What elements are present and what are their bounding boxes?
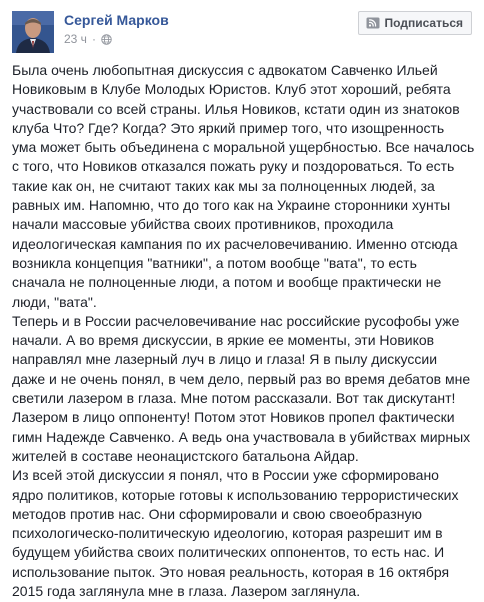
- post-header: [12, 11, 472, 61]
- post-text-line: ума может быть объединена с моральной ущербностью. Все началось: [12, 139, 475, 156]
- post-text-line: будущем убийства своих политических оппонентов, то есть нас. И: [12, 544, 445, 561]
- post-text-line: такие как он, не считают таких как мы за полноценных людей, за: [12, 177, 435, 194]
- post-text-line: Была очень любопытная дискуссия с адвокатом Савченко Ильей: [12, 62, 438, 78]
- post-text-line: идеологическая кампания по их расчеловечиванию. Именно отсюда: [12, 235, 458, 252]
- post-timestamp[interactable]: 23 ч: [64, 32, 87, 46]
- post-text-line: равных им. Напомню, что до того как на Украине сторонники хунты: [12, 197, 451, 214]
- post-text-line: методов против нас. Они сформировали и свою своеобразную: [12, 505, 422, 522]
- post-text-line: участвовали со всей страны. Илья Новиков, кстати один из знатоков: [12, 100, 460, 117]
- post-meta: [64, 32, 112, 46]
- post-text-line: люди, "вата".: [12, 293, 97, 310]
- post-text-line: Теперь и в России расчеловечивание нас российские русофобы уже: [12, 312, 460, 329]
- post-text-line: Новиковым в Клубе Молодых Юристов. Клуб этот хороший, ребята: [12, 81, 451, 98]
- post-text-line: жителей в составе неонацистского батальона Айдар.: [12, 447, 359, 464]
- meta-separator: ·: [91, 32, 96, 46]
- post-text-line: сначала не полноценные люди, а потом и вообще практически не: [12, 274, 442, 291]
- post-text-line: с того, что Новиков отказался пожать руку и поздороваться. То есть: [12, 158, 455, 175]
- post-text-line: использование пыток. Это новая реальность, которая в 16 октября: [12, 563, 450, 580]
- avatar[interactable]: [12, 11, 54, 53]
- subscribe-button[interactable]: [358, 11, 472, 35]
- post-text: [12, 61, 480, 601]
- subscribe-label: Подписаться: [384, 16, 463, 30]
- post-text-line: ядро политиков, которые готовы к использованию террористических: [12, 486, 459, 503]
- post-text-line: гимн Надежде Савченко. А ведь она участвовала в убийствах мирных: [12, 428, 471, 445]
- post-text-line: Из всей этой дискуссии я понял, что в России уже сформировано: [12, 467, 439, 484]
- author-name[interactable]: Сергей Марков: [64, 12, 169, 28]
- avatar-image: [12, 11, 54, 53]
- post-text-line: даже и не очень понял, в чем дело, первый раз во время дебатов мне: [12, 370, 471, 387]
- post-text-line: Лазером в лицо оппоненту! Потом этот Новиков пропел фактически: [12, 409, 455, 426]
- post-text-line: начали. А во время дискуссии, в яркие ее моменты, эти Новиков: [12, 332, 435, 349]
- post-text-line: 2015 года заглянула мне в глаза. Лазером заглянула.: [12, 583, 361, 600]
- post-text-line: начали массовые убийства своих противников, проходила: [12, 216, 394, 233]
- post-text-line: светили лазером в глаза. Мне потом рассказали. Вот так дискутант!: [12, 390, 456, 407]
- globe-icon[interactable]: [101, 34, 112, 45]
- post-text-line: психологическо-политическую идеологию, которая разрешит им в: [12, 525, 443, 542]
- post-text-line: направлял мне лазерный луч в лицо и глаза! Я в пылу дискуссии: [12, 351, 438, 368]
- post-text-line: клуба Что? Где? Когда? Это яркий пример того, что изощренность: [12, 119, 445, 136]
- rss-icon: [366, 17, 380, 29]
- post-text-line: возникла концепция "ватники", а потом вообще "вата", то есть: [12, 254, 417, 271]
